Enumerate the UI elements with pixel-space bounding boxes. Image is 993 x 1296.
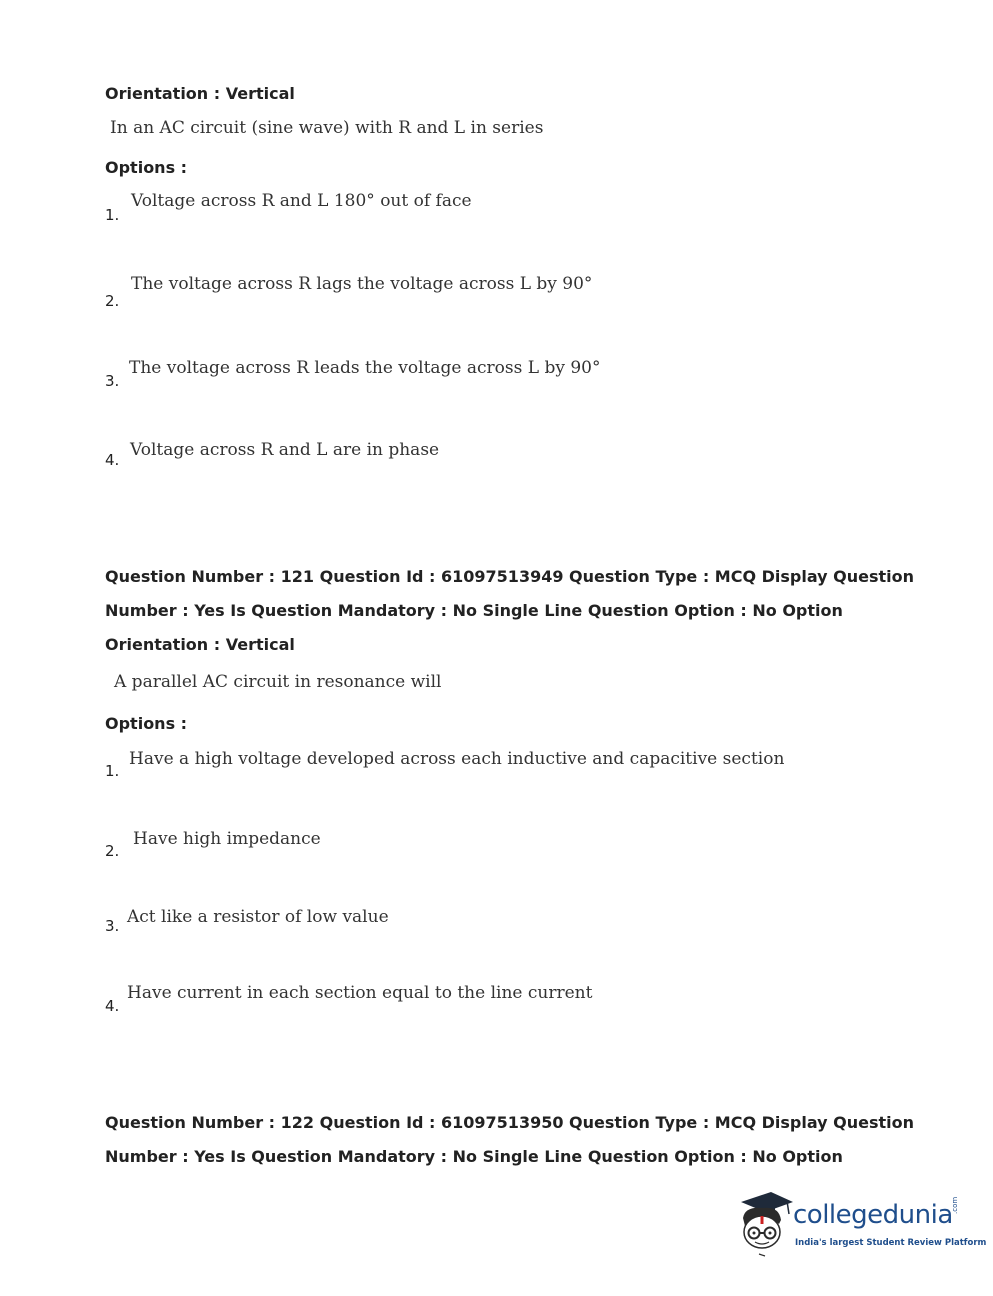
options-label: Options :	[105, 158, 188, 177]
question-meta-line: Number : Yes Is Question Mandatory : No Single Line Question Option : No Option	[105, 1147, 843, 1166]
question-meta-line: Question Number : 122 Question Id : 61097513950 Question Type : MCQ Display Question	[105, 1113, 915, 1132]
option-text: Voltage across R and L 180° out of face	[131, 191, 472, 211]
logo-tagline: India's largest Student Review Platform	[795, 1238, 987, 1248]
option-text: Have current in each section equal to the line current	[127, 983, 593, 1003]
option-number: 4.	[105, 451, 120, 469]
option-number: 4.	[105, 997, 120, 1015]
question-meta-line: Number : Yes Is Question Mandatory : No Single Line Question Option : No Option	[105, 601, 843, 620]
mascot-icon	[735, 1188, 795, 1260]
orientation-label: Orientation : Vertical	[105, 84, 295, 103]
option-number: 3.	[105, 917, 120, 935]
option-number: 1.	[105, 762, 120, 780]
option-text: The voltage across R lags the voltage across L by 90°	[131, 274, 593, 294]
option-number: 2.	[105, 842, 120, 860]
logo-wordmark: collegedunia	[793, 1200, 953, 1230]
options-label: Options :	[105, 714, 188, 733]
option-text: Have high impedance	[133, 829, 321, 849]
option-number: 2.	[105, 292, 120, 310]
option-text: Act like a resistor of low value	[127, 907, 389, 927]
question-stem: In an AC circuit (sine wave) with R and L in series	[110, 118, 544, 138]
option-text: Have a high voltage developed across each inductive and capacitive section	[129, 749, 785, 769]
question-stem: A parallel AC circuit in resonance will	[114, 672, 442, 692]
option-text: Voltage across R and L are in phase	[130, 440, 440, 460]
option-number: 1.	[105, 206, 120, 224]
option-number: 3.	[105, 372, 120, 390]
logo-com: .com	[951, 1196, 959, 1214]
question-meta-line: Question Number : 121 Question Id : 61097513949 Question Type : MCQ Display Question	[105, 567, 915, 586]
orientation-label: Orientation : Vertical	[105, 635, 295, 654]
option-text: The voltage across R leads the voltage across L by 90°	[129, 358, 601, 378]
